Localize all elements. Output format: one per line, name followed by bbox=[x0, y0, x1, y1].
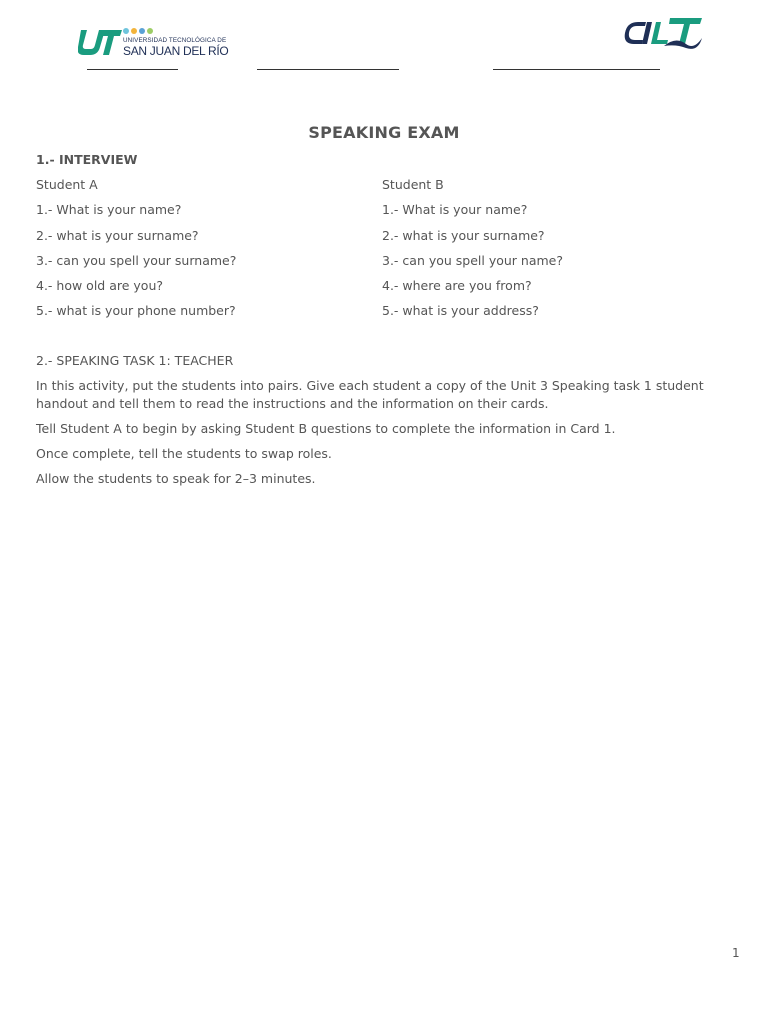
header-line-1 bbox=[87, 69, 178, 70]
section2-paragraph: Tell Student A to begin by asking Student B questions to complete the information in Card 1. bbox=[36, 421, 616, 436]
student-b-question: 3.- can you spell your name? bbox=[382, 253, 563, 268]
header-line-2 bbox=[257, 69, 399, 70]
page-number: 1 bbox=[732, 946, 740, 960]
header-line-3 bbox=[493, 69, 660, 70]
student-a-label: Student A bbox=[36, 177, 98, 192]
section1-heading: 1.- INTERVIEW bbox=[36, 152, 138, 167]
cilt-logo bbox=[624, 14, 704, 54]
section2-heading: 2.- SPEAKING TASK 1: TEACHER bbox=[36, 353, 234, 368]
section2-paragraph: Once complete, tell the students to swap roles. bbox=[36, 446, 332, 461]
ut-logo-dots bbox=[123, 28, 153, 34]
ut-logo-mark-icon bbox=[78, 30, 122, 56]
student-b-question: 5.- what is your address? bbox=[382, 303, 539, 318]
student-a-question: 1.- What is your name? bbox=[36, 202, 182, 217]
student-b-label: Student B bbox=[382, 177, 444, 192]
student-a-question: 5.- what is your phone number? bbox=[36, 303, 236, 318]
student-b-question: 1.- What is your name? bbox=[382, 202, 528, 217]
section2-paragraph: In this activity, put the students into pairs. Give each student a copy of the Unit 3 Speaking task 1 student handout and tell them to read the instructions and the information on their cards. bbox=[36, 378, 704, 411]
student-a-question: 4.- how old are you? bbox=[36, 278, 163, 293]
cilt-logo-icon bbox=[624, 14, 704, 54]
student-b-question: 4.- where are you from? bbox=[382, 278, 532, 293]
page-title: SPEAKING EXAM bbox=[308, 123, 460, 142]
student-b-question: 2.- what is your surname? bbox=[382, 228, 545, 243]
ut-logo-line2: SAN JUAN DEL RÍO bbox=[123, 44, 229, 58]
ut-logo-line1: UNIVERSIDAD TECNOLÓGICA DE bbox=[123, 37, 227, 44]
student-a-question: 3.- can you spell your surname? bbox=[36, 253, 237, 268]
student-a-question: 2.- what is your surname? bbox=[36, 228, 199, 243]
ut-san-juan-del-rio-logo bbox=[78, 26, 228, 62]
section2-paragraph: Allow the students to speak for 2–3 minutes. bbox=[36, 471, 316, 486]
